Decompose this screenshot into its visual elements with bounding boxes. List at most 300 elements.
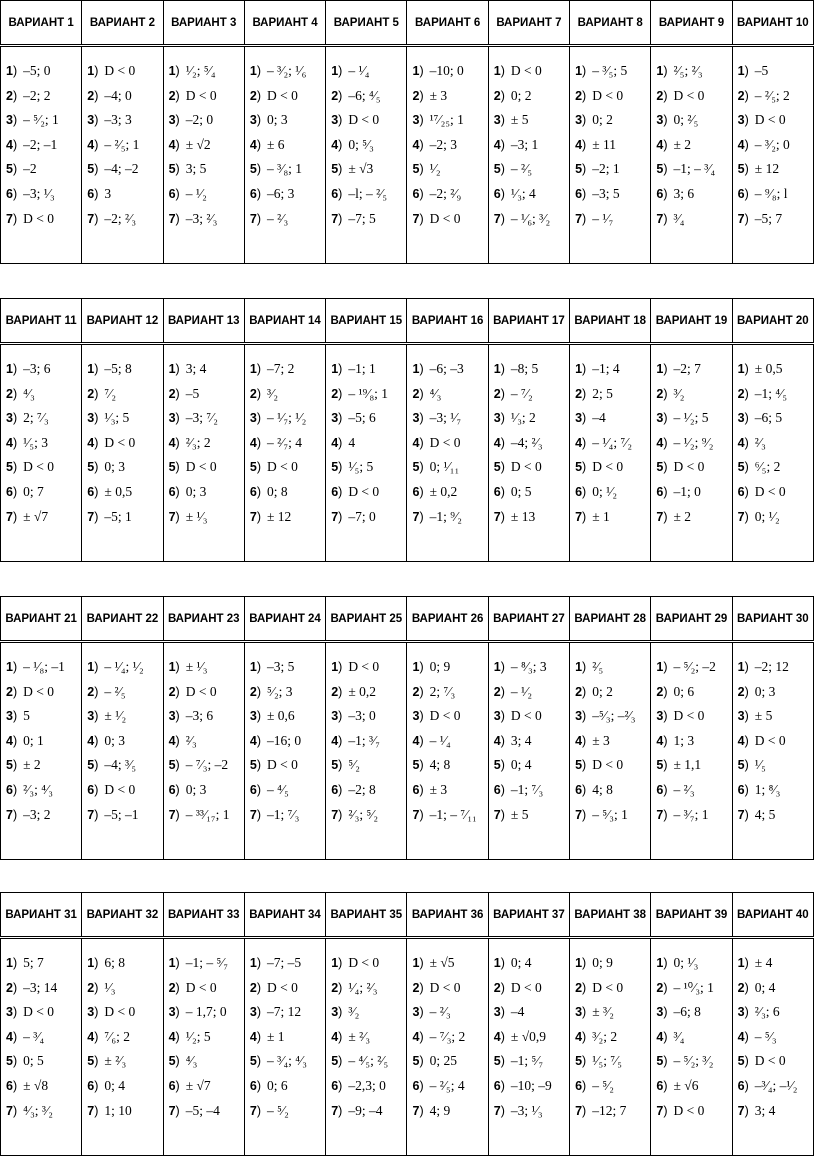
paren: ) [744, 88, 749, 103]
paren: ) [256, 733, 262, 748]
paren: ) [338, 509, 343, 524]
answer-value: –3; 5 [592, 185, 620, 201]
answer-value: ¹⁄₃; 5 [104, 410, 130, 426]
paren: ) [500, 709, 505, 724]
variant-title: ВАРИАНТ 1 [1, 1, 82, 46]
answer-value: –5; 6 [348, 410, 376, 426]
answer-value: –2; 7 [673, 361, 701, 376]
paren: ) [12, 411, 18, 426]
variant-title: ВАРИАНТ 10 [732, 1, 813, 46]
answer-value: ± 0,2 [429, 483, 458, 499]
answer-value: –10; 0 [429, 63, 464, 78]
paren: ) [256, 88, 262, 103]
paren: ) [663, 386, 668, 401]
answer-line [570, 807, 650, 832]
variant-answers [570, 938, 651, 1156]
answer-value: D < 0 [754, 483, 786, 499]
answer-number: 2 [168, 684, 176, 699]
answer-line [407, 757, 487, 782]
variant-title: ВАРИАНТ 32 [82, 893, 163, 938]
answer-value: D < 0 [267, 459, 298, 475]
paren: ) [419, 733, 424, 748]
paren: ) [256, 660, 262, 674]
answer-line [245, 112, 325, 137]
answer-value: D < 0 [104, 1004, 136, 1020]
answer-line [164, 1053, 244, 1078]
answer-number: 3 [493, 709, 501, 724]
paren: ) [419, 411, 424, 426]
paren: ) [582, 88, 587, 103]
paren: ) [500, 509, 505, 524]
answer-value: 5 [23, 708, 30, 724]
answer-number: 3 [656, 411, 664, 426]
answer-value: –2; ²⁄₉ [429, 185, 462, 201]
answer-line [326, 410, 406, 435]
answer-value: –1; ⁷⁄₃ [267, 806, 300, 822]
answer-number: 4 [87, 1029, 95, 1044]
answer-value: –3; 5 [267, 659, 295, 674]
answer-number: 4 [575, 1029, 583, 1044]
answer-number: 1 [6, 362, 13, 376]
answer-line [489, 509, 569, 534]
answer-number: 6 [737, 484, 745, 499]
answer-line [651, 459, 731, 484]
answer-number: 5 [656, 460, 664, 475]
answer-line [489, 757, 569, 782]
paren: ) [744, 956, 749, 970]
answer-number: 1 [412, 362, 420, 376]
variant-answers [244, 938, 325, 1156]
answer-number: 6 [656, 484, 664, 499]
answer-line [1, 733, 81, 758]
paren: ) [500, 362, 505, 376]
answer-value: 0; 9 [429, 659, 451, 674]
variant-answers [1, 344, 82, 562]
paren: ) [582, 807, 587, 822]
answer-number: 6 [87, 1078, 95, 1093]
answer-value: ± 2 [23, 757, 41, 773]
answer-number: 3 [493, 113, 501, 128]
answer-line [82, 509, 162, 534]
answer-number: 4 [6, 1029, 13, 1044]
paren: ) [94, 211, 99, 226]
answer-number: 3 [168, 709, 176, 724]
answer-line [651, 161, 731, 186]
answer-line [245, 161, 325, 186]
answer-line [245, 1029, 325, 1054]
paren: ) [744, 211, 749, 226]
answer-number: 6 [493, 484, 501, 499]
paren: ) [500, 386, 505, 401]
paren: ) [94, 758, 99, 773]
answer-line [570, 386, 650, 411]
answer-number: 6 [6, 484, 13, 499]
paren: ) [94, 1103, 99, 1118]
paren: ) [419, 1054, 424, 1069]
paren: ) [663, 186, 668, 201]
answer-number: 2 [575, 684, 583, 699]
answer-value: 0; 1 [23, 732, 44, 748]
answer-number: 4 [493, 435, 501, 450]
answer-line [82, 88, 162, 113]
variant-answers [244, 642, 325, 860]
answer-line [407, 733, 487, 758]
paren: ) [175, 956, 180, 970]
answer-line [1, 509, 81, 534]
answer-number: 3 [249, 1005, 257, 1020]
answer-number: 5 [737, 460, 745, 475]
answer-number: 6 [656, 1078, 664, 1093]
answer-value: –6; 5 [754, 410, 783, 426]
answer-line [1, 63, 81, 88]
paren: ) [12, 709, 18, 724]
answer-line [245, 211, 325, 236]
answer-value: ± 2 [673, 508, 692, 524]
answer-value: ± 11 [592, 136, 616, 152]
paren: ) [663, 137, 668, 152]
answer-number: 6 [6, 186, 13, 201]
answer-value: ⁴⁄₃ [185, 1053, 198, 1069]
answer-line [733, 1053, 813, 1078]
answer-number: 6 [331, 484, 339, 499]
variant-answers [651, 46, 732, 264]
answer-line [82, 708, 162, 733]
paren: ) [256, 980, 262, 995]
answer-line [326, 63, 406, 88]
answer-value: 0; 8 [267, 483, 288, 499]
answer-line [245, 63, 325, 88]
variant-answers [163, 938, 244, 1156]
answer-line [82, 733, 162, 758]
answer-number: 6 [412, 1078, 420, 1093]
answer-number: 5 [412, 758, 420, 773]
answer-line [733, 1103, 813, 1128]
answer-value: – ¹⁹⁄₈; 1 [348, 385, 389, 401]
answer-line [407, 659, 487, 684]
paren: ) [12, 460, 18, 475]
paren: ) [582, 211, 587, 226]
answer-line [489, 1103, 569, 1128]
answer-value: – ¹⁄₄ [429, 732, 451, 748]
paren: ) [175, 1078, 180, 1093]
paren: ) [744, 733, 749, 748]
answer-value: – ³³⁄₁₇; 1 [185, 806, 230, 822]
answer-value: 0; ¹⁄₂ [592, 483, 618, 499]
paren: ) [582, 386, 587, 401]
answer-value: 0; 3 [104, 459, 126, 475]
answer-line [407, 88, 487, 113]
answer-table-1 [0, 0, 814, 264]
answer-number: 2 [168, 980, 176, 995]
answer-value: 2; ⁷⁄₃ [429, 683, 456, 699]
answer-number: 3 [656, 709, 664, 724]
paren: ) [12, 1078, 18, 1093]
paren: ) [256, 807, 262, 822]
paren: ) [663, 362, 668, 376]
answer-value: ¹⁄₄; ²⁄₃ [348, 979, 378, 995]
answer-value: 0; ¹⁄₁₁ [429, 459, 460, 475]
paren: ) [256, 758, 262, 773]
answer-line [326, 659, 406, 684]
answer-line [245, 186, 325, 211]
paren: ) [419, 484, 424, 499]
answer-number: 2 [656, 684, 664, 699]
answer-number: 4 [737, 137, 745, 152]
answer-number: 2 [493, 386, 501, 401]
answer-number: 4 [331, 137, 339, 152]
answer-value: –2; 2 [23, 87, 51, 103]
paren: ) [94, 435, 99, 450]
answer-number: 6 [168, 484, 176, 499]
answer-value: ⁶⁄₅; 2 [754, 459, 781, 475]
answer-value: D < 0 [510, 63, 542, 78]
answer-value: 3 [104, 185, 112, 201]
answer-line [326, 435, 406, 460]
paren: ) [419, 113, 424, 128]
paren: ) [338, 88, 343, 103]
paren: ) [744, 435, 749, 450]
answer-value: –3; 14 [23, 979, 58, 995]
answer-line [82, 955, 162, 980]
answer-value: ± √2 [185, 136, 211, 152]
answer-number: 2 [737, 88, 745, 103]
answer-value: ¹⁄₂ [429, 161, 441, 177]
variant-title: ВАРИАНТ 9 [651, 1, 732, 46]
answer-number: 1 [331, 660, 339, 674]
variant-answers [651, 642, 732, 860]
answer-value: 4; 8 [592, 781, 613, 797]
answer-value: ± 1 [267, 1028, 285, 1044]
answer-line [733, 955, 813, 980]
answer-value: ²⁄₅; ²⁄₃ [673, 63, 703, 78]
answer-value: D < 0 [267, 757, 298, 773]
answer-number: 4 [87, 137, 95, 152]
answer-number: 5 [6, 758, 13, 773]
answer-line [733, 63, 813, 88]
paren: ) [175, 1005, 180, 1020]
answer-line [164, 733, 244, 758]
answer-line [570, 955, 650, 980]
answer-number: 3 [249, 709, 257, 724]
answer-value: – ¹⁄₇; ¹⁄₂ [267, 410, 307, 426]
answer-number: 1 [6, 956, 13, 970]
answer-number: 6 [412, 186, 420, 201]
paren: ) [500, 137, 505, 152]
variant-title: ВАРИАНТ 31 [1, 893, 82, 938]
answer-line [651, 1053, 731, 1078]
answer-value: –6; –3 [429, 361, 464, 376]
answer-value: D < 0 [185, 459, 217, 475]
paren: ) [175, 386, 180, 401]
answer-line [1, 211, 81, 236]
answer-value: D < 0 [754, 112, 786, 128]
answer-number: 3 [6, 113, 13, 128]
answer-number: 5 [331, 162, 339, 177]
paren: ) [582, 980, 587, 995]
paren: ) [12, 162, 18, 177]
answer-value: 0; 9 [592, 955, 613, 970]
variant-answers [732, 344, 813, 562]
answer-number: 7 [331, 509, 339, 524]
answer-number: 1 [493, 64, 501, 78]
answer-value: ²⁄₃; 6 [754, 1004, 780, 1020]
answer-value: D < 0 [592, 757, 624, 773]
paren: ) [338, 1103, 343, 1118]
answer-line [326, 684, 406, 709]
paren: ) [663, 411, 668, 426]
answer-value: D < 0 [267, 979, 298, 995]
answer-line [489, 980, 569, 1005]
answer-value: ²⁄₃ [754, 434, 766, 450]
answer-value: ± √7 [185, 1077, 211, 1093]
answer-number: 6 [737, 1078, 745, 1093]
answer-line [326, 980, 406, 1005]
answer-value: ± 0,5 [754, 361, 783, 376]
answer-value: –10; –9 [510, 1077, 552, 1093]
paren: ) [338, 807, 343, 822]
answer-line [82, 757, 162, 782]
answer-value: ± √6 [673, 1077, 699, 1093]
paren: ) [175, 660, 180, 674]
paren: ) [663, 956, 668, 970]
answer-number: 2 [6, 684, 13, 699]
variant-answers [82, 46, 163, 264]
answer-value: –12; 7 [592, 1102, 627, 1118]
paren: ) [419, 435, 424, 450]
answer-value: – ³⁄₄; ⁴⁄₃ [267, 1053, 307, 1069]
paren: ) [175, 782, 180, 797]
answer-number: 4 [6, 733, 13, 748]
paren: ) [419, 660, 424, 674]
answer-line [733, 1004, 813, 1029]
paren: ) [256, 684, 262, 699]
answer-line [1, 659, 81, 684]
answer-number: 7 [737, 1103, 745, 1118]
variant-title: ВАРИАНТ 23 [163, 597, 244, 642]
answer-number: 7 [249, 509, 257, 524]
paren: ) [256, 1078, 262, 1093]
answer-number: 7 [493, 1103, 501, 1118]
paren: ) [12, 1029, 18, 1044]
answer-line [245, 509, 325, 534]
paren: ) [582, 411, 587, 426]
paren: ) [744, 1029, 749, 1044]
answer-value: –1; – ⁷⁄₁₁ [429, 806, 477, 822]
answer-line [407, 1004, 487, 1029]
paren: ) [12, 484, 18, 499]
answer-line [651, 807, 731, 832]
paren: ) [94, 64, 99, 78]
paren: ) [582, 733, 587, 748]
answer-line [326, 459, 406, 484]
answer-number: 6 [656, 186, 664, 201]
answer-value: – ⁸⁄₃; 3 [510, 659, 547, 674]
answer-value: 0; ²⁄₅ [673, 112, 699, 128]
paren: ) [256, 64, 262, 78]
answer-line [326, 211, 406, 236]
answer-line [651, 186, 731, 211]
answer-number: 5 [575, 460, 583, 475]
answer-number: 7 [412, 211, 420, 226]
answer-line [651, 1004, 731, 1029]
answer-line [326, 509, 406, 534]
paren: ) [338, 660, 343, 674]
paren: ) [663, 484, 668, 499]
answer-number: 2 [493, 684, 501, 699]
answer-value: –3; ²⁄₃ [185, 210, 218, 226]
variant-answers [244, 46, 325, 264]
answer-value: 4; 8 [429, 757, 451, 773]
answer-number: 7 [737, 807, 745, 822]
paren: ) [12, 684, 18, 699]
answer-line [164, 410, 244, 435]
paren: ) [94, 1054, 99, 1069]
paren: ) [663, 88, 668, 103]
answer-line [651, 1078, 731, 1103]
variant-title: ВАРИАНТ 30 [732, 597, 813, 642]
answer-number: 1 [412, 660, 420, 674]
answers-row [1, 642, 814, 860]
answer-value: 6; 8 [104, 955, 126, 970]
answer-value: ± 0,6 [267, 708, 295, 724]
paren: ) [500, 807, 505, 822]
paren: ) [175, 1103, 180, 1118]
answer-number: 7 [656, 211, 664, 226]
answer-line [82, 112, 162, 137]
answer-value: –8; 5 [510, 361, 539, 376]
paren: ) [338, 956, 343, 970]
paren: ) [500, 758, 505, 773]
variant-title: ВАРИАНТ 7 [488, 1, 569, 46]
answer-value: 1; ⁸⁄₃ [754, 781, 781, 797]
paren: ) [256, 211, 262, 226]
answer-number: 6 [737, 782, 745, 797]
answer-number: 1 [656, 64, 664, 78]
answer-number: 3 [575, 113, 583, 128]
paren: ) [500, 1029, 505, 1044]
paren: ) [419, 1029, 424, 1044]
answer-value: – ²⁄₅; 4 [429, 1077, 465, 1093]
paren: ) [12, 211, 18, 226]
answer-value: –7; 2 [267, 361, 295, 376]
answer-number: 6 [493, 1078, 501, 1093]
answer-value: –4; –2 [104, 161, 139, 177]
answer-line [82, 807, 162, 832]
answer-number: 1 [493, 660, 501, 674]
answer-table-2 [0, 298, 814, 562]
answer-line [326, 361, 406, 386]
answer-number: 5 [6, 1054, 13, 1069]
answer-number: 6 [412, 782, 420, 797]
paren: ) [338, 733, 343, 748]
answer-value: – ²⁄₅ [104, 683, 126, 699]
answer-value: ¹⁄₅; 5 [348, 459, 374, 475]
answer-line [489, 410, 569, 435]
paren: ) [338, 1078, 343, 1093]
answer-value: – ²⁄₅ [510, 161, 533, 177]
answer-line [489, 1029, 569, 1054]
answer-number: 3 [168, 1005, 176, 1020]
answer-line [164, 1103, 244, 1128]
answer-number: 6 [575, 186, 583, 201]
paren: ) [256, 113, 262, 128]
header-row [1, 893, 814, 938]
paren: ) [582, 484, 587, 499]
answer-line [326, 1029, 406, 1054]
answer-value: ⁷⁄₆; 2 [104, 1028, 130, 1044]
answer-value: –5; 0 [23, 63, 51, 78]
paren: ) [582, 758, 587, 773]
